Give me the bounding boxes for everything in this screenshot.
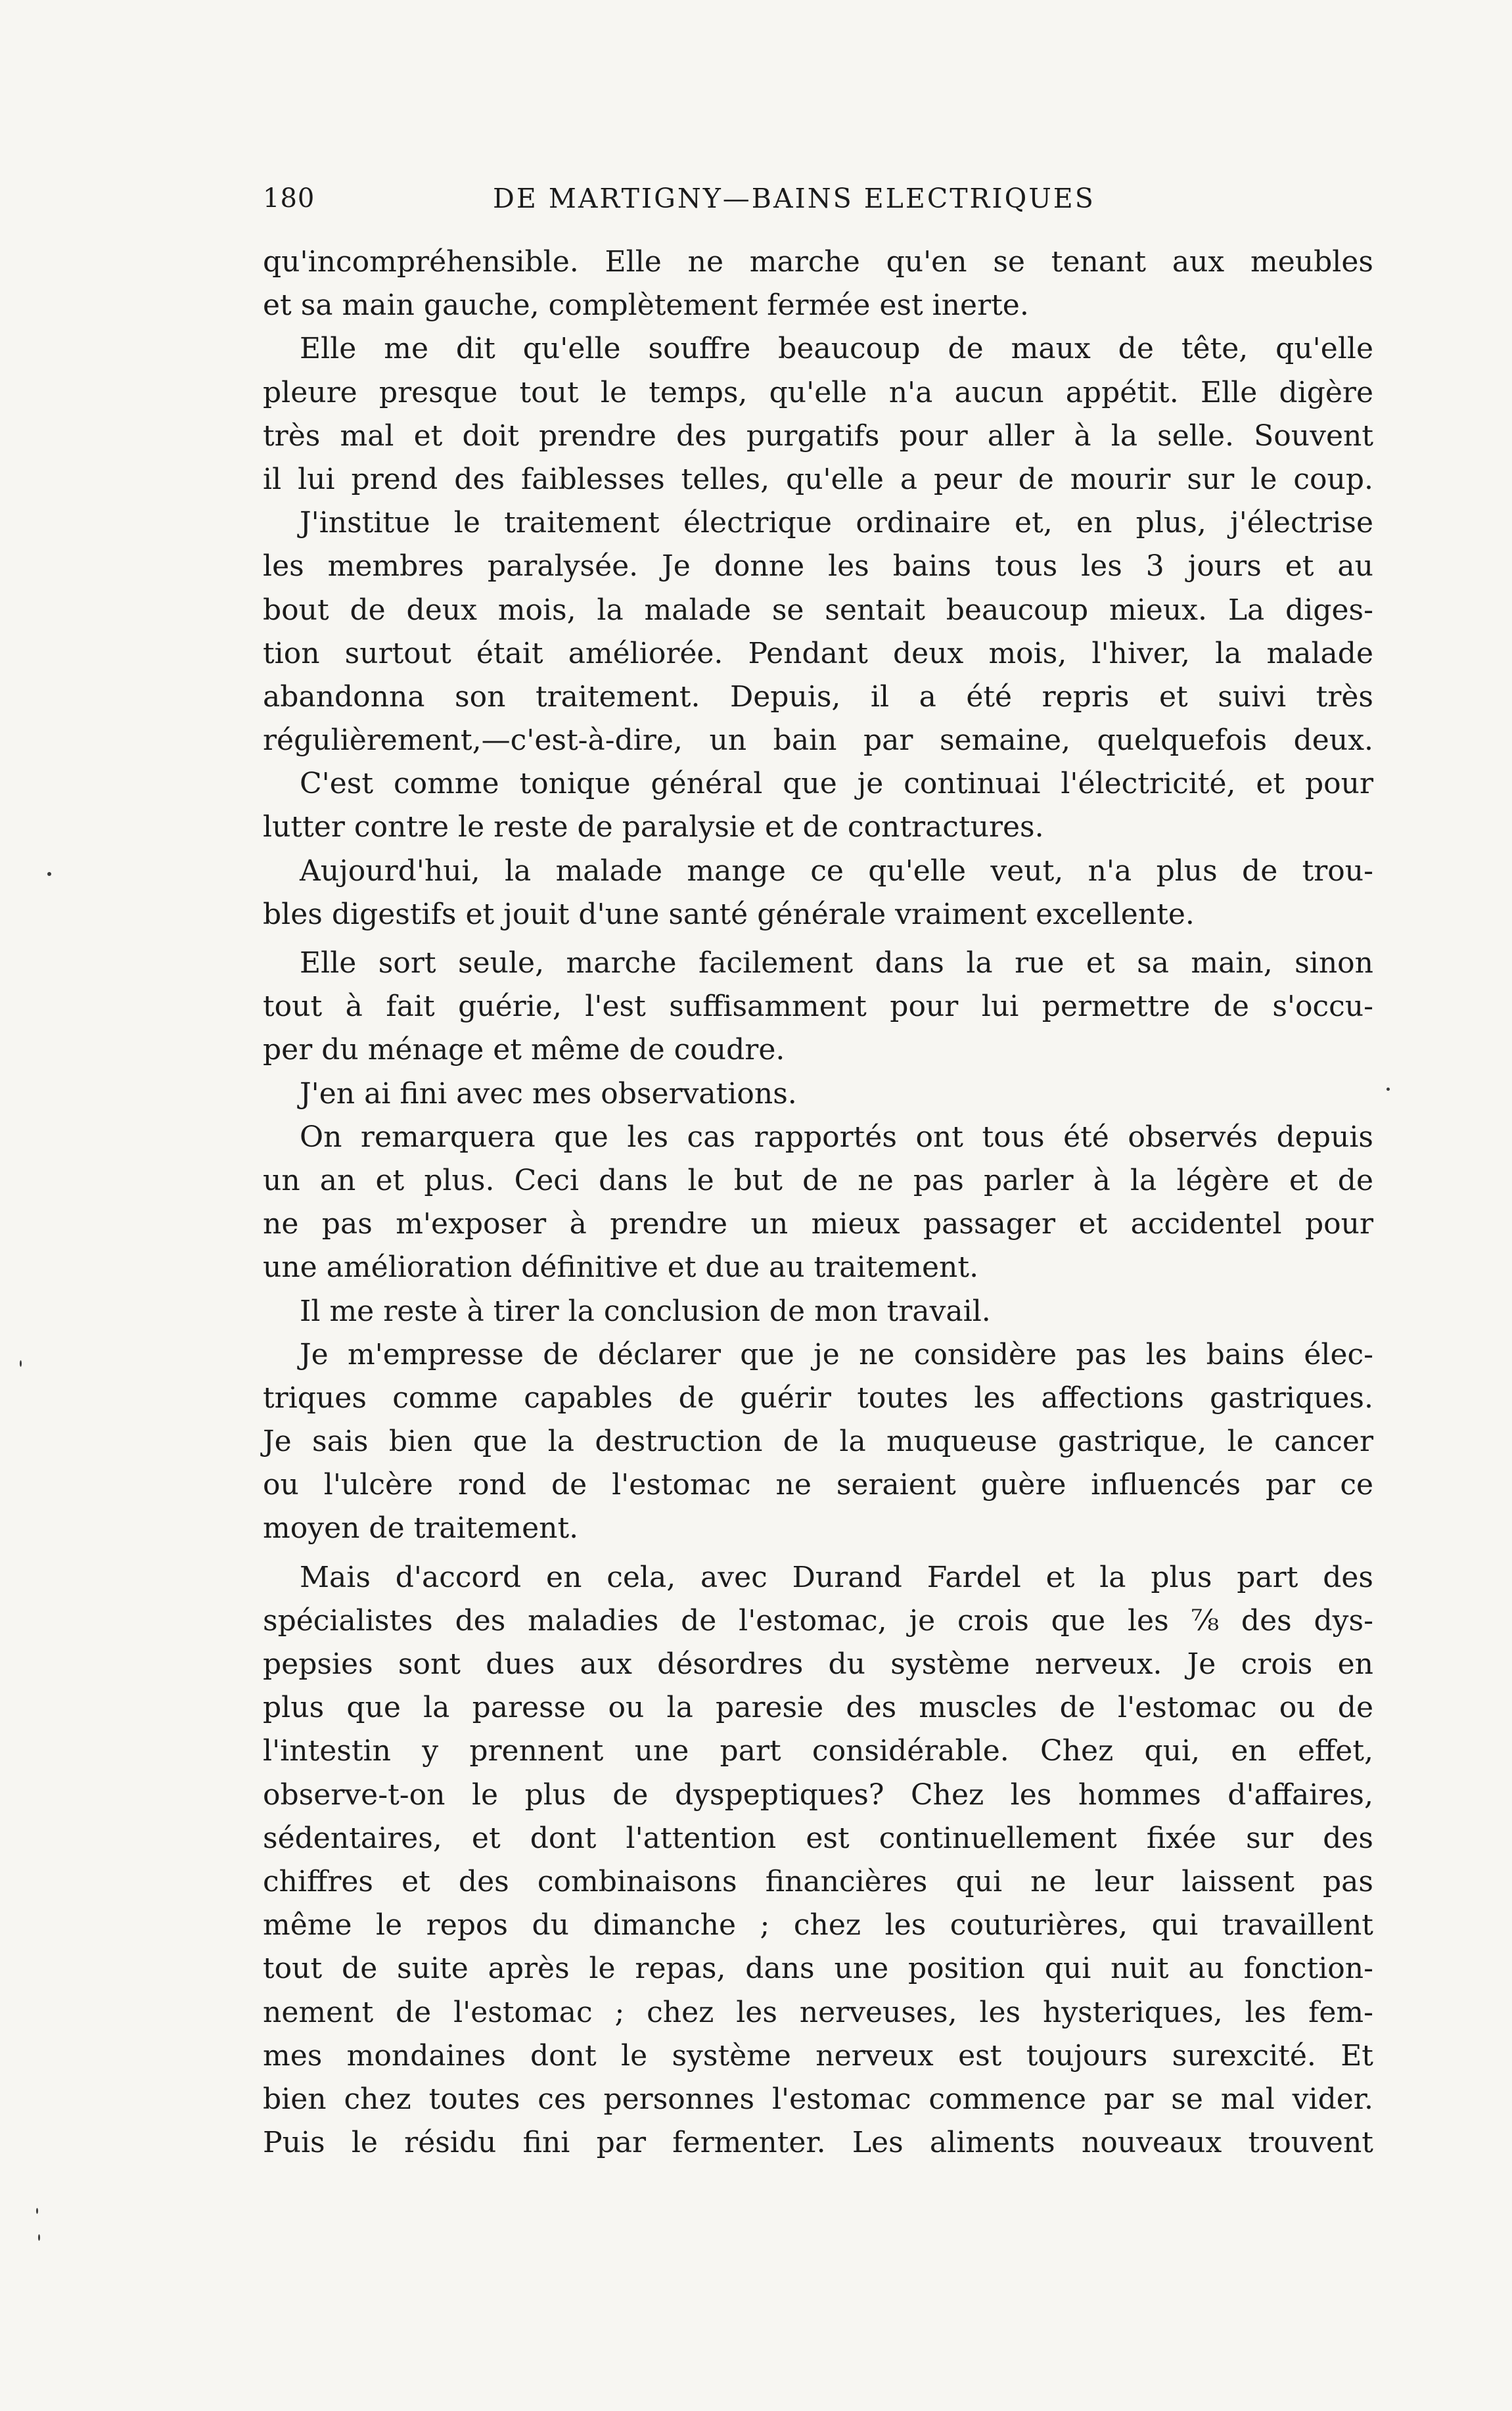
text-line: pepsies sont dues aux désordres du système nerveux. Je crois en [263,1647,1373,1681]
text-line: Je m'empresse de déclarer que je ne considère pas les bains élec- [300,1337,1373,1371]
text-line: Aujourd'hui, la malade mange ce qu'elle veut, n'a plus de trou- [300,854,1373,888]
text-line: une amélioration définitive et due au traitement. [263,1251,979,1285]
text-line: les membres paralysée. Je donne les bains tous les 3 jours et au [263,549,1373,584]
page-header [263,172,1373,225]
text-line: ne pas m'exposer à prendre un mieux passager et accidentel pour [263,1207,1373,1241]
text-line: nement de l'estomac ; chez les nerveuses, les hysteriques, les fem- [263,1995,1373,2029]
running-head: DE MARTIGNY—BAINS ELECTRIQUES [493,183,1095,214]
text-line: mes mondaines dont le système nerveux est toujours surexcité. Et [263,2038,1373,2073]
text-line: sédentaires, et dont l'attention est continuellement fixée sur des [263,1821,1373,1855]
text-line: tout à fait guérie, l'est suffisamment pour lui permettre de s'occu- [263,990,1373,1024]
text-line: ou l'ulcère rond de l'estomac ne seraient guère influencés par ce [263,1468,1373,1502]
text-line: tout de suite après le repas, dans une position qui nuit au fonction- [263,1952,1373,1986]
text-line: C'est comme tonique général que je continuai l'électricité, et pour [300,767,1373,801]
scan-speck [38,2234,40,2241]
text-line: J'en ai fini avec mes observations. [300,1076,797,1111]
text-line: pleure presque tout le temps, qu'elle n'a aucun appétit. Elle digère [263,375,1373,409]
scan-speck [36,2208,38,2214]
text-line: spécialistes des maladies de l'estomac, je crois que les ⅞ des dys- [263,1603,1373,1638]
text-line: plus que la paresse ou la paresie des muscles de l'estomac ou de [263,1691,1373,1725]
text-line: abandonna son traitement. Depuis, il a été repris et suivi très [263,679,1373,714]
scan-speck [47,872,51,876]
text-line: observe-t-on le plus de dyspeptiques? Chez les hommes d'affaires, [263,1778,1373,1812]
text-line: per du ménage et même de coudre. [263,1033,785,1067]
scan-speck [20,1360,22,1367]
text-line: J'institue le traitement électrique ordinaire et, en plus, j'électrise [300,506,1373,540]
text-line: l'intestin y prennent une part considérable. Chez qui, en effet, [263,1734,1373,1768]
text-line: Puis le résidu fini par fermenter. Les aliments nouveaux trouvent [263,2126,1373,2160]
text-line: Il me reste à tirer la conclusion de mon travail. [300,1294,991,1328]
text-line: qu'incompréhensible. Elle ne marche qu'en se tenant aux meubles [263,245,1373,279]
text-line: bles digestifs et jouit d'une santé générale vraiment excellente. [263,897,1195,931]
text-line: régulièrement,—c'est-à-dire, un bain par semaine, quelquefois deux. [263,723,1373,758]
text-line: lutter contre le reste de paralysie et de contractures. [263,810,1044,844]
text-line: triques comme capables de guérir toutes les affections gastriques. [263,1381,1373,1415]
text-line: un an et plus. Ceci dans le but de ne pas parler à la légère et de [263,1163,1373,1197]
text-line: il lui prend des faiblesses telles, qu'elle a peur de mourir sur le coup. [263,462,1373,496]
text-line: Elle me dit qu'elle souffre beaucoup de maux de tête, qu'elle [300,332,1373,366]
body-text [263,241,1373,2165]
text-line: bien chez toutes ces personnes l'estomac commence par se mal vider. [263,2082,1373,2116]
text-line: Je sais bien que la destruction de la muqueuse gastrique, le cancer [263,1425,1373,1459]
text-line: On remarquera que les cas rapportés ont tous été observés depuis [300,1120,1373,1154]
text-line: même le repos du dimanche ; chez les couturières, qui travaillent [263,1908,1373,1942]
scan-speck [1386,1088,1390,1091]
text-line: bout de deux mois, la malade se sentait beaucoup mieux. La diges- [263,593,1373,627]
text-line: chiffres et des combinaisons financières qui ne leur laissent pas [263,1864,1373,1898]
text-line: tion surtout était améliorée. Pendant deux mois, l'hiver, la malade [263,636,1373,670]
text-line: Mais d'accord en cela, avec Durand Fardel et la plus part des [300,1560,1373,1594]
page-number: 180 [263,183,315,214]
text-line: et sa main gauche, complètement fermée est inerte. [263,288,1029,323]
text-line: moyen de traitement. [263,1511,579,1546]
text-line: très mal et doit prendre des purgatifs pour aller à la selle. Souvent [263,419,1373,453]
text-line: Elle sort seule, marche facilement dans la rue et sa main, sinon [300,946,1373,980]
